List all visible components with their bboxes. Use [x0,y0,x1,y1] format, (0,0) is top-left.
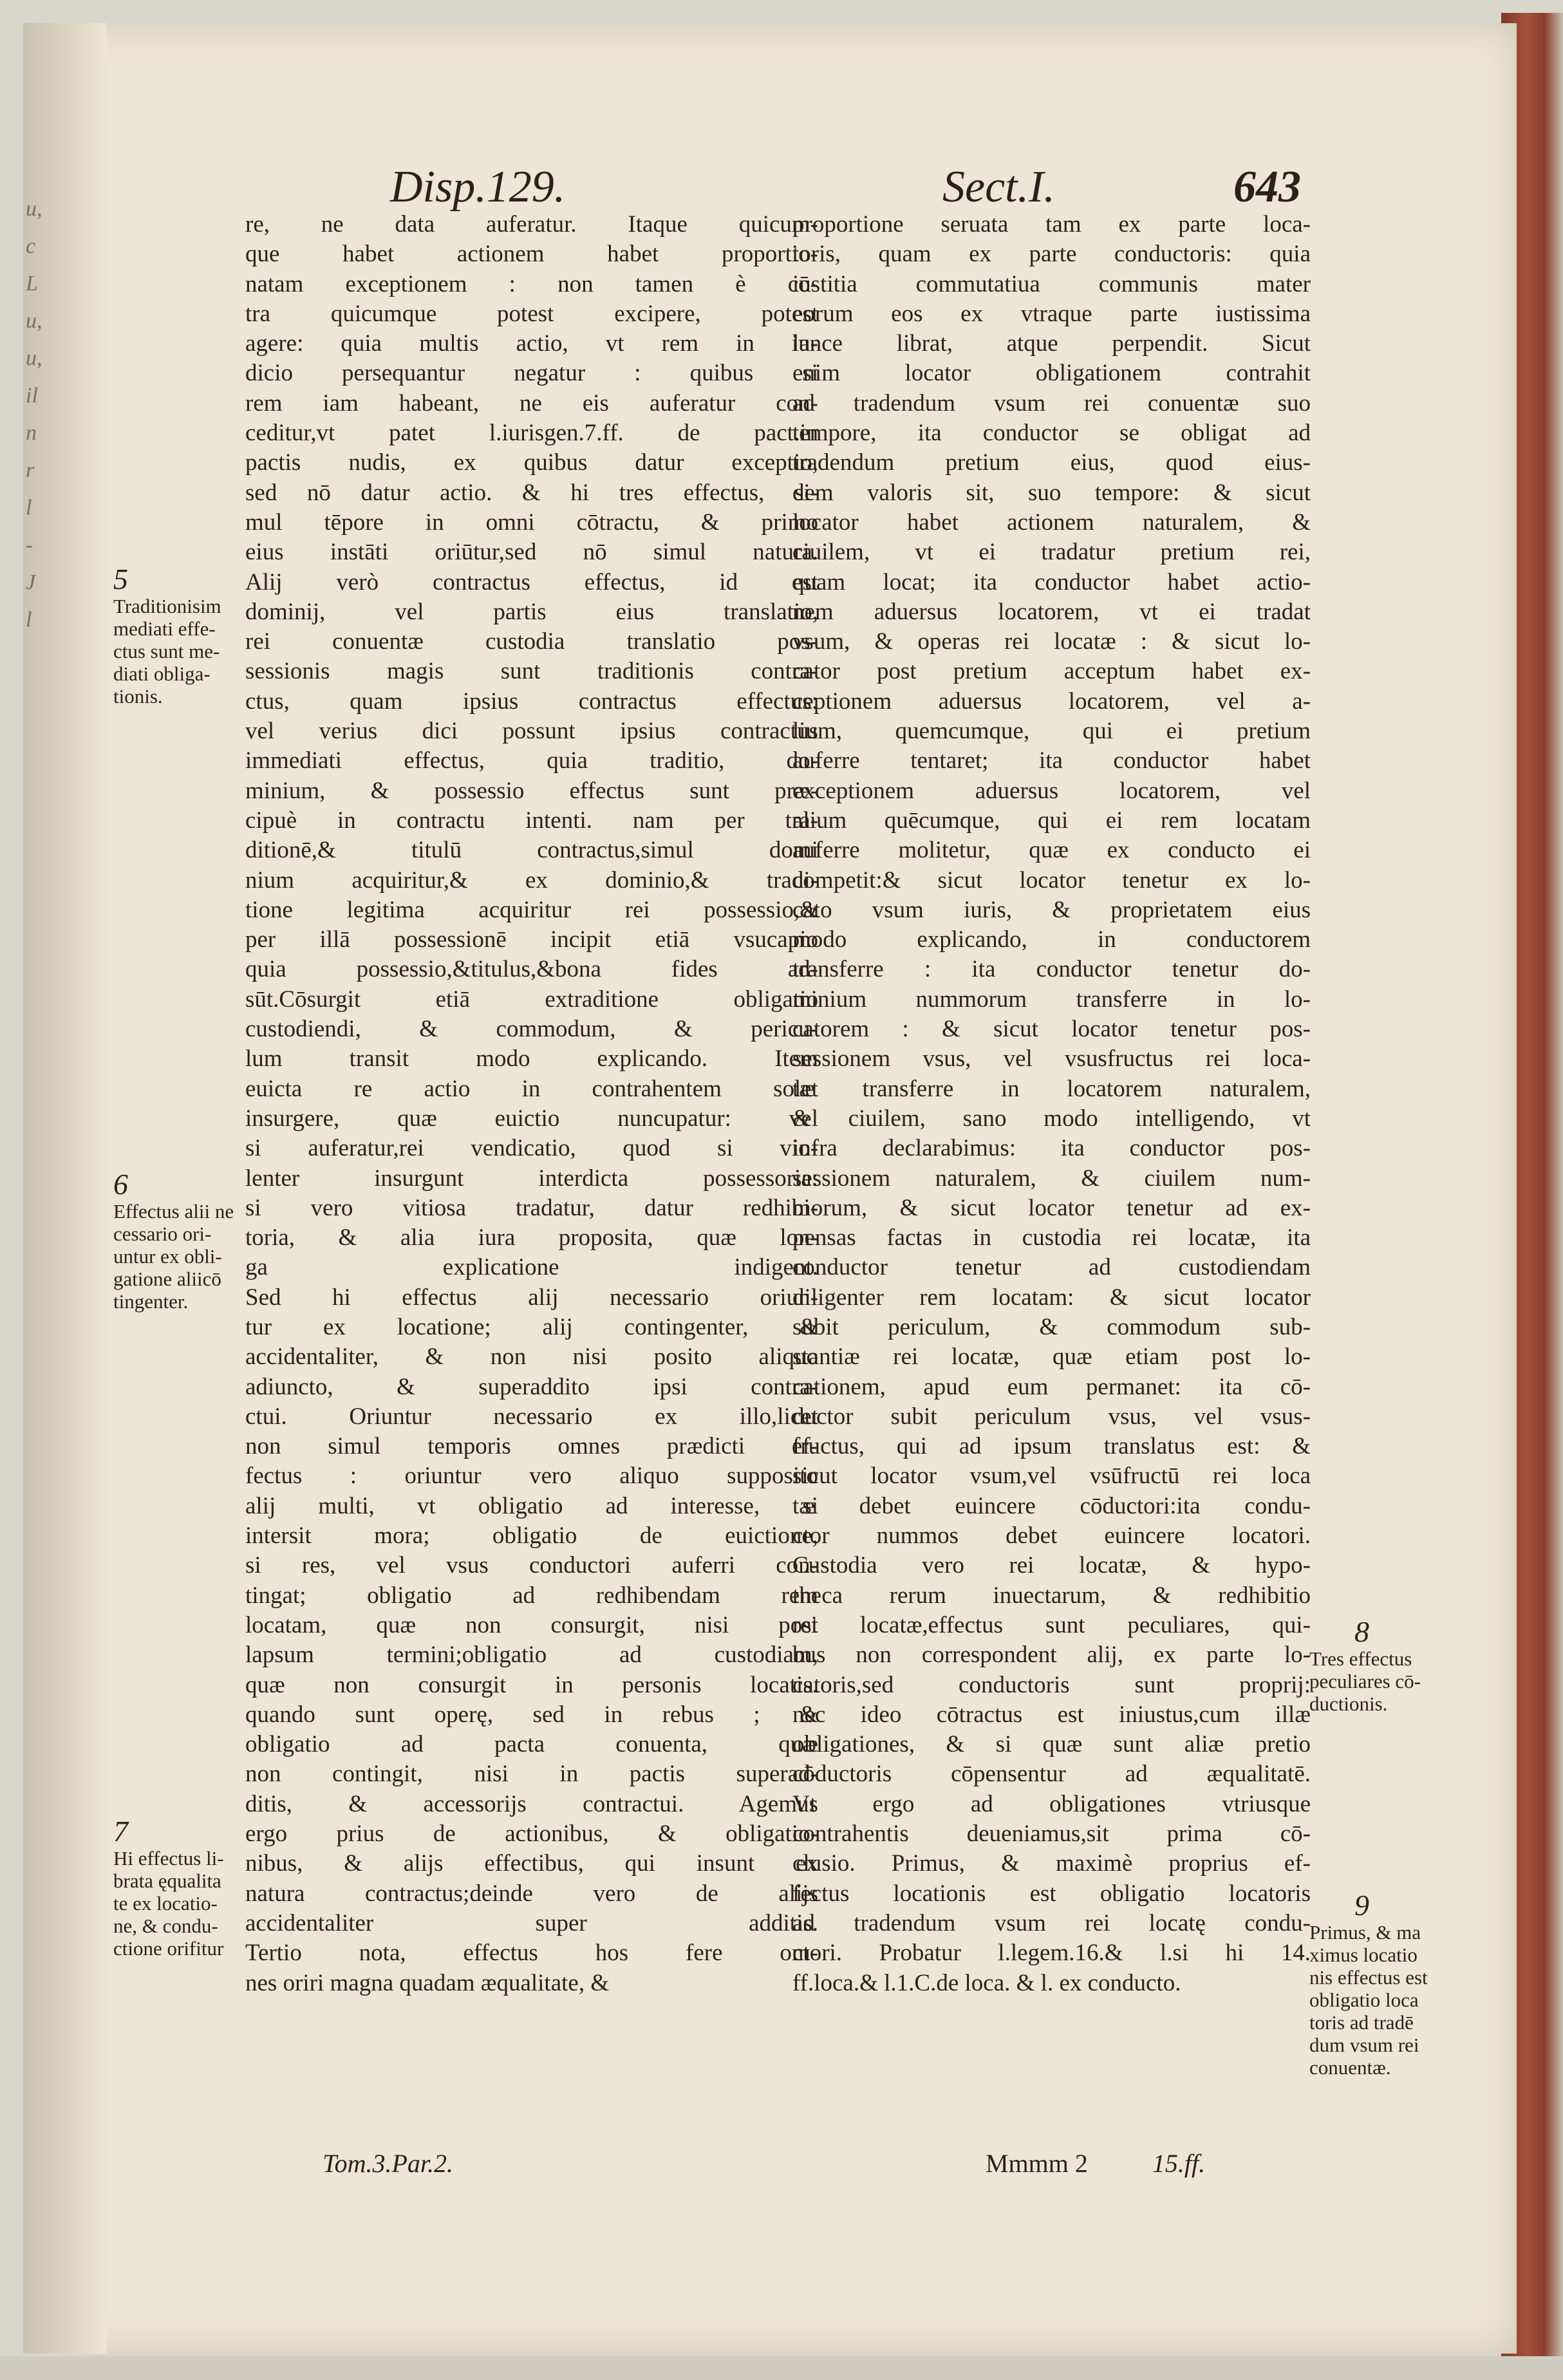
margin-note-line: ductionis. [1309,1692,1388,1715]
text-line: dem valoris sit, suo tempore: & sicut [792,479,1311,506]
edge-mark: il [26,384,38,408]
text-line: alium quēcumque, qui ei rem locatam [792,807,1311,834]
text-line: si auferatur,rei vendicatio, quod si vio- [245,1135,818,1162]
book-page [23,23,1517,2354]
text-line: cato vsum iuris, & proprietatem eius [792,896,1311,923]
header-disputation: Disp.129. [390,162,566,212]
text-line: nium acquiritur,& ex dominio,& tradi- [245,867,818,894]
text-line: ductor subit periculum vsus, vel vsus- [792,1403,1311,1430]
margin-note-line: obligatio loca [1309,1989,1419,2011]
text-line: tæ transferre in locatorem naturalem, [792,1075,1311,1102]
text-line: mul tēpore in omni cōtractu, & primo [245,509,818,536]
text-line: Sed hi effectus alij necessario oriun- [245,1284,818,1311]
text-line: sicut locator vsum,vel vsūfructū rei loca [792,1463,1311,1490]
text-line: infra declarabimus: ita conductor pos- [792,1135,1311,1162]
text-line: que habet actionem habet proportio- [245,241,818,268]
text-line: re, ne data auferatur. Itaque quicum- [245,211,818,238]
text-line: ditis, & accessorijs contractui. Agemus [245,1790,818,1817]
margin-note-line: ctione orifitur [113,1937,224,1960]
margin-note-line: Hi effectus li- [113,1847,224,1869]
text-line: Tertio nota, effectus hos fere om- [245,1940,818,1967]
text-line: tra quicumque potest excipere, potest [245,300,818,327]
text-line: si res, vel vsus conductori auferri con- [245,1552,818,1579]
margin-note-line: peculiares cō- [1309,1670,1421,1692]
text-line: Custodia vero rei locatæ, & hypo- [792,1552,1311,1579]
text-line: agere: quia multis actio, vt rem in iu- [245,330,818,357]
margin-note-line: Traditionisim [113,595,221,617]
text-line: lance librat, atque perpendit. Sicut [792,330,1311,357]
bleed-through-marks [26,197,64,841]
margin-note-line: gatione aliicō [113,1268,221,1290]
header-section: Sect.I. [942,162,1055,212]
text-line: ad tradendum vsum rei conuentæ suo [792,389,1311,417]
text-line: stantiæ rei locatæ, quæ etiam post lo- [792,1344,1311,1371]
signature-mark: Mmmm 2 [986,2149,1088,2178]
text-line: tur ex locatione; alij contingenter, & [245,1313,818,1340]
text-line: ctori. Probatur l.legem.16.& l.si hi 14. [792,1940,1311,1967]
text-line: sessionis magis sunt traditionis contra- [245,658,818,685]
text-line: catoris,sed conductoris sunt proprij: [792,1671,1311,1698]
text-line: subit periculum, & commodum sub- [792,1313,1311,1340]
text-line: obligatio ad pacta conuenta, quæ [245,1731,818,1758]
edge-mark: - [26,533,33,557]
text-line: ff.loca.& l.1.C.de loca. & l. ex conducto. [792,1969,1181,1996]
text-line: immediati effectus, quia traditio, do- [245,747,818,774]
text-line: vel verius dici possunt ipsius contractus [245,718,818,745]
left-text-column [245,210,818,1998]
text-line: ceptionem aduersus locatorem, vel a- [792,688,1311,715]
text-line: sūt.Cōsurgit etiā extraditione obligatio [245,986,818,1013]
text-line: ctus, quam ipsius contractus effectus: [245,688,818,715]
text-line: toris, quam ex parte conductoris: quia [792,241,1311,268]
text-line: cationem, apud eum permanet: ita cō- [792,1373,1311,1400]
margin-note-line: diati obliga- [113,662,211,685]
text-line: lapsum termini;obligatio ad custodiam, [245,1642,818,1669]
text-line: quia possessio,&titulus,&bona fides ad- [245,956,818,983]
footer-signature [986,2148,1205,2180]
edge-mark: u, [26,197,42,221]
margin-paragraph-number: 7 [113,1815,128,1848]
text-line: catorem : & sicut locator tenetur pos- [792,1016,1311,1043]
margin-note-line: Primus, & ma [1309,1921,1421,1944]
text-line: locatam, quæ non consurgit, nisi post [245,1611,818,1638]
margin-note-line: dum vsum rei [1309,2034,1419,2056]
text-line: diligenter rem locatam: & sicut locator [792,1284,1311,1311]
text-line: rem iam habeant, ne eis auferatur con- [245,389,818,417]
text-line: morum, & sicut locator tenetur ad ex- [792,1194,1311,1221]
margin-note-line: conuentæ. [1309,2056,1391,2079]
text-line: ditionē,& titulū contractus,simul domi [245,837,818,864]
margin-paragraph-number: 8 [1354,1615,1369,1648]
text-line: ceditur,vt patet l.iurisgen.7.ff. de pact.in [245,420,818,447]
text-line: ctor nummos debet euincere locatori. [792,1523,1311,1550]
margin-note-line: ne, & condu- [113,1915,218,1937]
text-line: cator post pretium acceptum habet ex- [792,658,1311,685]
text-line: ergo prius de actionibus, & obligatio- [245,1821,818,1848]
scan-bottom-strip [0,2356,1563,2380]
right-text-column [792,210,1311,1998]
text-line: toria, & alia iura proposita, quæ lon- [245,1224,818,1251]
margin-note-6 [113,1169,252,1313]
text-line: alij multi, vt obligatio ad interesse, si [245,1492,818,1519]
text-line: enim locator obligationem contrahit [792,360,1311,387]
text-line: cōductoris cōpensentur ad æqualitatē. [792,1761,1311,1788]
text-line: lium, quemcumque, qui ei pretium [792,718,1311,745]
catchword: 15.ff. [1152,2149,1206,2178]
margin-note-7 [113,1816,252,1960]
text-line: fectus : oriuntur vero aliquo supposito [245,1463,818,1490]
text-line: minium nummorum transferre in lo- [792,986,1311,1013]
text-line: adiuncto, & superaddito ipsi contra- [245,1373,818,1400]
text-line: conductor tenetur ad custodiendam [792,1254,1311,1281]
text-line: obligationes, & si quæ sunt aliæ pretio [792,1731,1311,1758]
text-line: non simul temporis omnes prædicti ef- [245,1433,818,1460]
text-line: tradendum pretium eius, quod eius- [792,449,1311,476]
margin-note-line: brata ęqualita [113,1869,221,1892]
page-footer [23,2148,1517,2186]
text-line: accidentaliter super additis. [245,1909,818,1936]
margin-note-line: tionis. [113,685,163,707]
text-line: rei locatæ,effectus sunt peculiares, qui- [792,1611,1311,1638]
text-line: quam locat; ita conductor habet actio- [792,568,1311,595]
text-line: per illā possessionē incipit etiā vsucapio [245,926,818,953]
text-line: tempore, ita conductor se obligat ad [792,420,1311,447]
text-line: bus non correspondent alij, ex parte lo- [792,1642,1311,1669]
margin-note-line: cessario ori- [113,1223,212,1245]
edge-mark: l [26,496,32,520]
text-line: locator habet actionem naturalem, & [792,509,1311,536]
text-line: eorum eos ex vtraque parte iustissima [792,300,1311,327]
text-line: lum transit modo explicando. Item [245,1045,818,1073]
margin-note-5 [113,564,252,707]
footer-volume: Tom.3.Par.2. [323,2149,454,2178]
margin-paragraph-number: 5 [113,563,128,595]
text-line: & ciuilem, sano modo intelligendo, vt [792,1105,1311,1132]
text-line: insurgere, quæ euictio nuncupatur: vel [245,1105,818,1132]
margin-note-line: Tres effectus [1309,1647,1412,1670]
text-line: pensas factas in custodia rei locatæ, ita [792,1224,1311,1251]
text-line: nes oriri magna quadam æqualitate, & [245,1969,610,1996]
edge-mark: r [26,458,35,482]
margin-note-line: ctus sunt me- [113,640,220,662]
text-line: fectus locationis est obligatio locatoris [792,1880,1311,1907]
page-number: 643 [1233,162,1301,212]
text-line: vsum, & operas rei locatæ : & sicut lo- [792,628,1311,655]
edge-mark: n [26,421,37,445]
text-line: contrahentis deueniamus,sit prima cō- [792,1821,1311,1848]
text-line: ctui. Oriuntur necessario ex illo,licet [245,1403,818,1430]
margin-note-line: nis effectus est [1309,1966,1428,1989]
edge-mark: u, [26,346,42,370]
text-line: ad tradendum vsum rei locatę condu- [792,1909,1311,1936]
text-line: exceptionem aduersus locatorem, vel [792,777,1311,804]
text-line: fructus, qui ad ipsum translatus est: & [792,1433,1311,1460]
text-line: competit:& sicut locator tenetur ex lo- [792,867,1311,894]
margin-paragraph-number: 6 [113,1168,128,1201]
text-line: nibus, & alijs effectibus, qui insunt ex [245,1850,818,1877]
text-line: intersit mora; obligatio de euictione, [245,1523,818,1550]
text-line: theca rerum inuectarum, & redhibitio [792,1582,1311,1609]
text-line: non contingit, nisi in pactis superad- [245,1761,818,1788]
text-line: dicio persequantur negatur : quibus si [245,360,818,387]
text-line: auferre molitetur, quæ ex conducto ei [792,837,1311,864]
text-line: quæ non consurgit in personis locatis. [245,1671,818,1698]
edge-mark: l [26,608,32,632]
text-line: clusio. Primus, & maximè proprius ef- [792,1850,1311,1877]
text-line: tione legitima acquiritur rei possessio,& [245,896,818,923]
edge-mark: L [26,272,38,295]
text-line: accidentaliter, & non nisi posito aliquo [245,1344,818,1371]
text-line: transferre : ita conductor tenetur do- [792,956,1311,983]
margin-note-line: ximus locatio [1309,1944,1418,1966]
text-line: cipuè in contractu intenti. nam per tra- [245,807,818,834]
text-line: tæ debet euincere cōductori:ita condu- [792,1492,1311,1519]
margin-note-line: mediati effe- [113,617,216,640]
margin-note-line: Effectus alii ne [113,1200,234,1223]
text-line: ciuilem, vt ei tradatur pretium rei, [792,539,1311,566]
text-line: quando sunt operę, sed in rebus ; & [245,1701,818,1728]
text-line: sed nō datur actio. & hi tres effectus, si- [245,479,818,506]
edge-mark: u, [26,309,42,333]
text-line: Alij verò contractus effectus, id est [245,568,818,595]
text-line: si vero vitiosa tradatur, datur redhibi- [245,1194,818,1221]
text-line: dominij, vel partis eius translatio, [245,598,818,625]
margin-note-line: tingenter. [113,1290,189,1313]
margin-note-line: te ex locatio- [113,1892,218,1915]
text-line: iustitia commutatiua communis mater [792,270,1311,297]
text-line: eius instāti oriūtur,sed nō simul natura. [245,539,818,566]
margin-paragraph-number: 9 [1354,1889,1369,1922]
text-line: tingat; obligatio ad redhibendam rem [245,1582,818,1609]
margin-note-line: toris ad tradē [1309,2011,1414,2034]
text-line: nec ideo cōtractus est iniustus,cum illæ [792,1701,1311,1728]
margin-note-9 [1309,1890,1470,2079]
margin-note-line: untur ex obli- [113,1245,222,1268]
text-line: natam exceptionem : non tamen è cō- [245,270,818,297]
text-line: Vt ergo ad obligationes vtriusque [792,1790,1311,1817]
text-line: lenter insurgunt interdicta possessoria: [245,1165,818,1192]
text-line: minium, & possessio effectus sunt præ- [245,777,818,804]
text-line: rei conuentæ custodia translatio pos- [245,628,818,655]
text-line: proportione seruata tam ex parte loca- [792,211,1311,238]
text-line: nem aduersus locatorem, vt ei tradat [792,598,1311,625]
edge-mark: c [26,234,36,258]
text-line: pactis nudis, ex quibus datur exceptio, [245,449,818,476]
margin-note-8 [1309,1616,1470,1715]
text-line: custodiendi, & commodum, & pericu- [245,1016,818,1043]
text-line: auferre tentaret; ita conductor habet [792,747,1311,774]
text-line: sessionem naturalem, & ciuilem num- [792,1165,1311,1192]
edge-mark: J [26,570,36,594]
text-line: natura contractus;deinde vero de alijs [245,1880,818,1907]
text-line: ga explicatione indigent. [245,1254,818,1281]
text-line: modo explicando, in conductorem [792,926,1311,953]
text-line: euicta re actio in contrahentem solet [245,1075,818,1102]
text-line: sessionem vsus, vel vsusfructus rei loca- [792,1045,1311,1073]
